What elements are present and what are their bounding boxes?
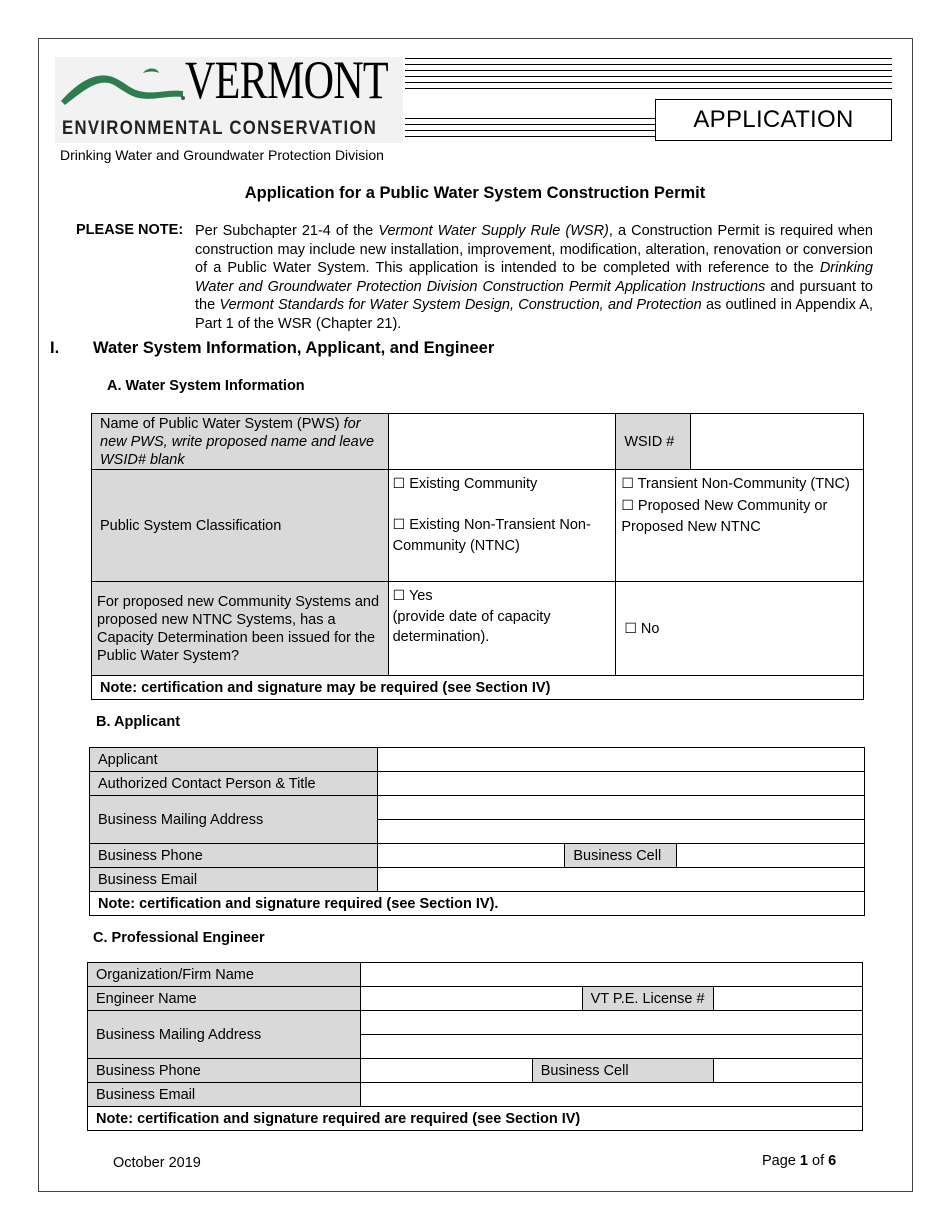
existing-community-option[interactable]: ☐ Existing Community — [392, 476, 538, 492]
capacity-yes-option[interactable]: ☐ Yes — [392, 588, 433, 604]
mailing-input-line1[interactable] — [377, 796, 864, 820]
org-input[interactable] — [360, 963, 862, 987]
cell-label: Business Cell — [565, 844, 677, 868]
applicant-table — [89, 747, 865, 916]
checkbox-icon[interactable]: ☐ — [621, 497, 634, 514]
footer-date: October 2019 — [113, 1155, 201, 1171]
proposed-option[interactable]: ☐ Proposed New Community or Proposed New NTNC — [621, 497, 828, 535]
header-rule — [405, 136, 655, 137]
org-label: Organization/Firm Name — [88, 963, 361, 987]
section-b-note: Note: certification and signature required (see Section IV). — [90, 892, 865, 916]
header-rule — [405, 118, 655, 119]
logo-subtitle: ENVIRONMENTAL CONSERVATION — [62, 118, 378, 139]
mountain-logo-icon — [59, 61, 189, 121]
page-number: Page 1 of 6 — [762, 1153, 837, 1169]
header-rule — [405, 130, 655, 131]
checkbox-icon[interactable]: ☐ — [624, 620, 637, 637]
section-title: Water System Information, Applicant, and Engineer — [93, 339, 495, 357]
engineer-table — [87, 962, 863, 1131]
email-input[interactable] — [360, 1083, 862, 1107]
contact-input[interactable] — [377, 772, 864, 796]
document-title: Application for a Public Water System Construction Permit — [244, 184, 706, 202]
mailing-label: Business Mailing Address — [88, 1011, 361, 1059]
section-c-heading: C. Professional Engineer — [93, 930, 265, 946]
phone-label: Business Phone — [90, 844, 378, 868]
header-rules — [405, 58, 892, 94]
phone-label: Business Phone — [88, 1059, 361, 1083]
phone-input[interactable] — [360, 1059, 532, 1083]
section-a-note: Note: certification and signature may be required (see Section IV) — [92, 676, 864, 700]
wsid-input[interactable] — [691, 414, 864, 470]
checkbox-icon[interactable]: ☐ — [392, 517, 406, 533]
section-number: I. — [50, 339, 60, 357]
pws-name-label: Name of Public Water System (PWS) for new PWS, write proposed name and leave WSID# blank — [92, 414, 389, 470]
email-label: Business Email — [88, 1083, 361, 1107]
mailing-label: Business Mailing Address — [90, 796, 378, 844]
wsid-label: WSID # — [616, 414, 691, 470]
email-label: Business Email — [90, 868, 378, 892]
mailing-input-line2[interactable] — [377, 820, 864, 844]
please-note-text: Per Subchapter 21-4 of the Vermont Water Supply Rule (WSR), a Construction Permit is required when construction may include new installation, improvement, modification, alteration, renovation or conversion of a Public Water System. This application is intended to be completed with reference to the Drinking Water and Groundwater Protection Division Construction Permit Application Instructions and pursuant to the Vermont Standards for Water System Design, Construction, and Protection as outlined in Appendix A, Part 1 of the WSR (Chapter 21). — [195, 223, 874, 332]
section-a-heading: A. Water System Information — [107, 378, 305, 394]
header-rule — [405, 124, 655, 125]
license-label: VT P.E. License # — [582, 987, 713, 1011]
mailing-input-line2[interactable] — [360, 1035, 862, 1059]
pws-name-input[interactable] — [388, 414, 616, 470]
cell-input[interactable] — [677, 844, 865, 868]
division-name: Drinking Water and Groundwater Protection Division — [60, 147, 384, 163]
section-b-heading: B. Applicant — [96, 714, 181, 730]
logo-wordmark: VERMONT — [185, 50, 388, 110]
checkbox-icon[interactable]: ☐ — [621, 476, 634, 492]
application-label: APPLICATION — [655, 99, 892, 141]
checkbox-icon[interactable]: ☐ — [392, 476, 406, 492]
license-input[interactable] — [713, 987, 862, 1011]
phone-input[interactable] — [377, 844, 565, 868]
email-input[interactable] — [377, 868, 864, 892]
classification-label: Public System Classification — [92, 470, 389, 582]
capacity-no-option[interactable]: ☐ No — [616, 582, 864, 676]
mailing-input-line1[interactable] — [360, 1011, 862, 1035]
cell-label: Business Cell — [532, 1059, 713, 1083]
transient-option[interactable]: ☐ Transient Non-Community (TNC) — [621, 476, 850, 492]
applicant-label: Applicant — [90, 748, 378, 772]
checkbox-icon[interactable]: ☐ — [392, 588, 406, 604]
engineer-input[interactable] — [360, 987, 582, 1011]
capacity-question: For proposed new Community Systems and proposed new NTNC Systems, has a Capacity Determination been issued for the Public Water System? — [92, 582, 389, 676]
contact-label: Authorized Contact Person & Title — [90, 772, 378, 796]
engineer-label: Engineer Name — [88, 987, 361, 1011]
cell-input[interactable] — [713, 1059, 862, 1083]
existing-ntnc-option[interactable]: ☐ Existing Non-Transient Non-Community (NTNC) — [392, 517, 591, 554]
water-system-table — [91, 413, 864, 700]
capacity-yes-detail: (provide date of capacity determination). — [392, 608, 551, 645]
applicant-input[interactable] — [377, 748, 864, 772]
please-note-label: PLEASE NOTE: — [76, 222, 184, 238]
section-c-note: Note: certification and signature required are required (see Section IV) — [88, 1107, 863, 1131]
